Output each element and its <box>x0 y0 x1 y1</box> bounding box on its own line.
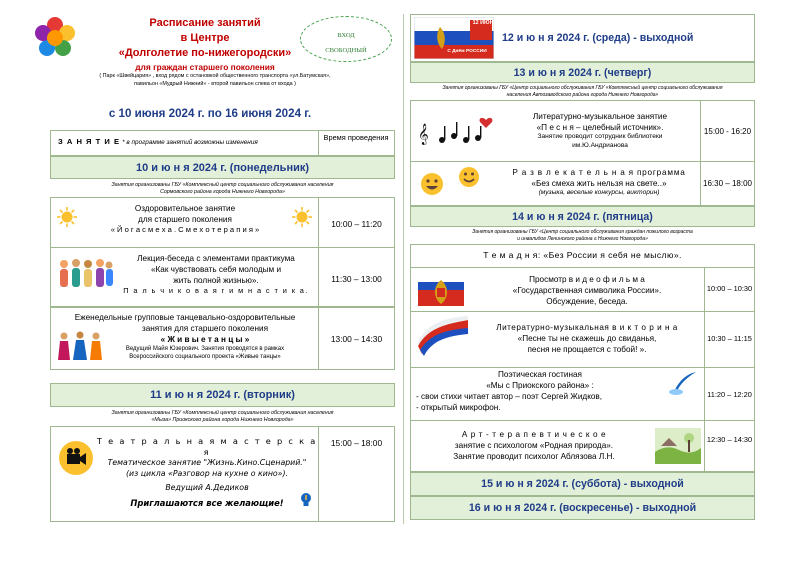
day-thursday: 13 и ю н я 2024 г. (четверг) <box>410 62 755 83</box>
flower-logo-icon <box>33 16 77 60</box>
quill-pen-icon <box>668 370 698 401</box>
time-fun-program: 16:30 – 18:00 <box>703 179 752 188</box>
event-video: Просмотр в и д е о ф и л ь м а «Государственная символика России». Обсуждение, беседа. <box>512 275 662 307</box>
day-monday: 10 и ю н я 2024 г. (понедельник) <box>50 156 395 179</box>
time-song: 15:00 - 16:20 <box>703 127 752 136</box>
time-poetry: 11:20 – 12:20 <box>707 390 752 399</box>
event-song: Литературно-музыкальное занятие «П е с н я – целебный источник». Занятие проводит сотрудник библиотеки им.Ю.Андрианова <box>532 112 668 150</box>
film-camera-icon <box>58 440 94 481</box>
day-sunday: 16 и ю н я 2024 г. (воскресенье) - выходной <box>410 496 755 520</box>
day-saturday: 15 и ю н я 2024 г. (суббота) - выходной <box>410 472 755 496</box>
event-art-therapy: А р т - т е р а п е в т и ч е с к о е занятие с психологом «Родная природа». Занятие проводит психолог Аблязова Л.Н. <box>453 430 615 462</box>
org-tuesday-1: Занятия организованы ГБУ «Комплексный центр социального обслуживания населения <box>111 410 334 416</box>
date-range: с 10 июня 2024 г. по 16 июня 2024 г. <box>108 107 312 120</box>
seniors-group-image <box>56 256 114 296</box>
day-tuesday: 11 и ю н я 2024 г. (вторник) <box>50 383 395 407</box>
header-title-3: «Долголетие по-нижегородски» <box>118 47 292 59</box>
time-lecture: 11:30 – 13:00 <box>331 274 382 284</box>
header-title-1: Расписание занятий <box>149 17 261 29</box>
org-thursday-1: Занятия организованы ГБУ «Центр социального обслуживания ГБУ «Комплексный центр социального обслуживания <box>442 85 723 91</box>
event-poetry: Поэтическая гостиная «Мы с Приокского района» : - свои стихи читает автор – поэт Сергей Жидков, - открытый микрофон. <box>416 370 603 413</box>
svg-text:𝄞: 𝄞 <box>418 124 429 145</box>
address-line-1: ( Парк «Швейцария» , вход рядом с остановкой общественного транспорта «ул.Батумская», <box>99 73 331 79</box>
laughing-smiley-icon <box>420 172 444 201</box>
time-quiz: 10:30 – 11:15 <box>707 334 752 343</box>
event-theatre: Т е а т р а л ь н а я м а с т е р с к а я Тематическое занятие "Жизнь.Кино.Сценарий." (из цикла «Разговор на кухне о кино»). Ведущий А.Дедиков Приглашаются все желающие! <box>96 436 318 508</box>
music-notes-icon <box>416 114 498 146</box>
time-theatre: 15:00 – 18:00 <box>330 438 383 448</box>
russian-ribbon-icon <box>416 316 470 363</box>
time-dance: 13:00 – 14:30 <box>330 334 383 344</box>
event-lecture: Лекция-беседа с элементами практикума «Как чувствовать себя молодым и жить полной жизнью». П а л ь ч и к о в а я г и м н а с т и к а. <box>123 254 309 296</box>
address-line-2: павильон «Мудрый Нижний» - второй павильон слева от входа ) <box>134 81 296 87</box>
russia-coat-of-arms-icon <box>418 274 464 311</box>
header-subtitle: для граждан старшего поколения <box>135 62 275 72</box>
org-tuesday-2: «Мыза» Приокского района города Нижнего Новгорода» <box>151 417 294 423</box>
grinning-smiley-icon <box>458 166 480 193</box>
nature-landscape-image <box>655 428 701 469</box>
banner-sub-text: С Днём РОССИИ <box>447 49 487 54</box>
event-quiz: Литературно-музыкальная в и к т о р и н а «Песне ты не скажешь до свиданья, песня не прощается с тобой! ». <box>496 323 678 355</box>
theme-of-day: Т е м а д н я: «Без России я себя не мыслю». <box>483 250 682 260</box>
org-monday-2: Сормовского района города Нижнего Новгорода» <box>160 189 285 195</box>
event-dance: Еженедельные групповые танцевально-оздоровительные занятия для старшего поколения « Ж и в ы е т а н ц ы » Ведущий Майя Юзерович. Занятия проводятся в рамках Всероссийского социального проекта «Живые танцы» <box>74 313 296 361</box>
time-art-therapy: 12:30 – 14:30 <box>706 435 753 444</box>
day-wednesday: 12 и ю н я 2024 г. (среда) - выходной <box>502 32 694 44</box>
sun-icon-right <box>292 207 312 232</box>
event-fun-program: Р а з в л е к а т е л ь н а я программа «Без смеха жить нельзя на свете..» (музыка, веселые конкурсы, викторин) <box>512 168 686 197</box>
org-friday-2: и инвалидов Ленинского района г.Нижнего Новгорода» <box>517 236 648 242</box>
zanyatie-label: З А Н Я Т И Е <box>58 137 121 146</box>
day-friday: 14 и ю н я 2024 г. (пятница) <box>410 206 755 227</box>
sun-icon <box>57 207 77 232</box>
banner-date-text: 12 ИЮНЯ <box>472 20 498 26</box>
time-column-header: Время проведения <box>323 133 389 142</box>
org-thursday-2: населения Автозаводского района города Нижнего Новгорода» <box>506 92 659 98</box>
org-friday-1: Занятия организованы ГБУ «Центр социального обслуживания граждан пожилого возраста <box>472 229 693 235</box>
changes-note: * в программе занятий возможны изменения <box>122 139 258 146</box>
org-monday-1: Занятия организованы ГБУ «Комплексный центр социального обслуживания населения <box>111 182 334 188</box>
entry-free-badge: ВХОД СВОБОДНЫЙ <box>300 16 392 62</box>
header-title-2: в Центре <box>180 32 230 44</box>
lightbulb-icon <box>300 492 312 513</box>
time-video: 10:00 – 10:30 <box>706 284 753 293</box>
time-yoga: 10:00 – 11:20 <box>331 219 382 229</box>
event-yoga: Оздоровительное занятие для старшего поколения « Й о г а с м е х а . С м е х о т е р а п и я » <box>110 204 260 235</box>
